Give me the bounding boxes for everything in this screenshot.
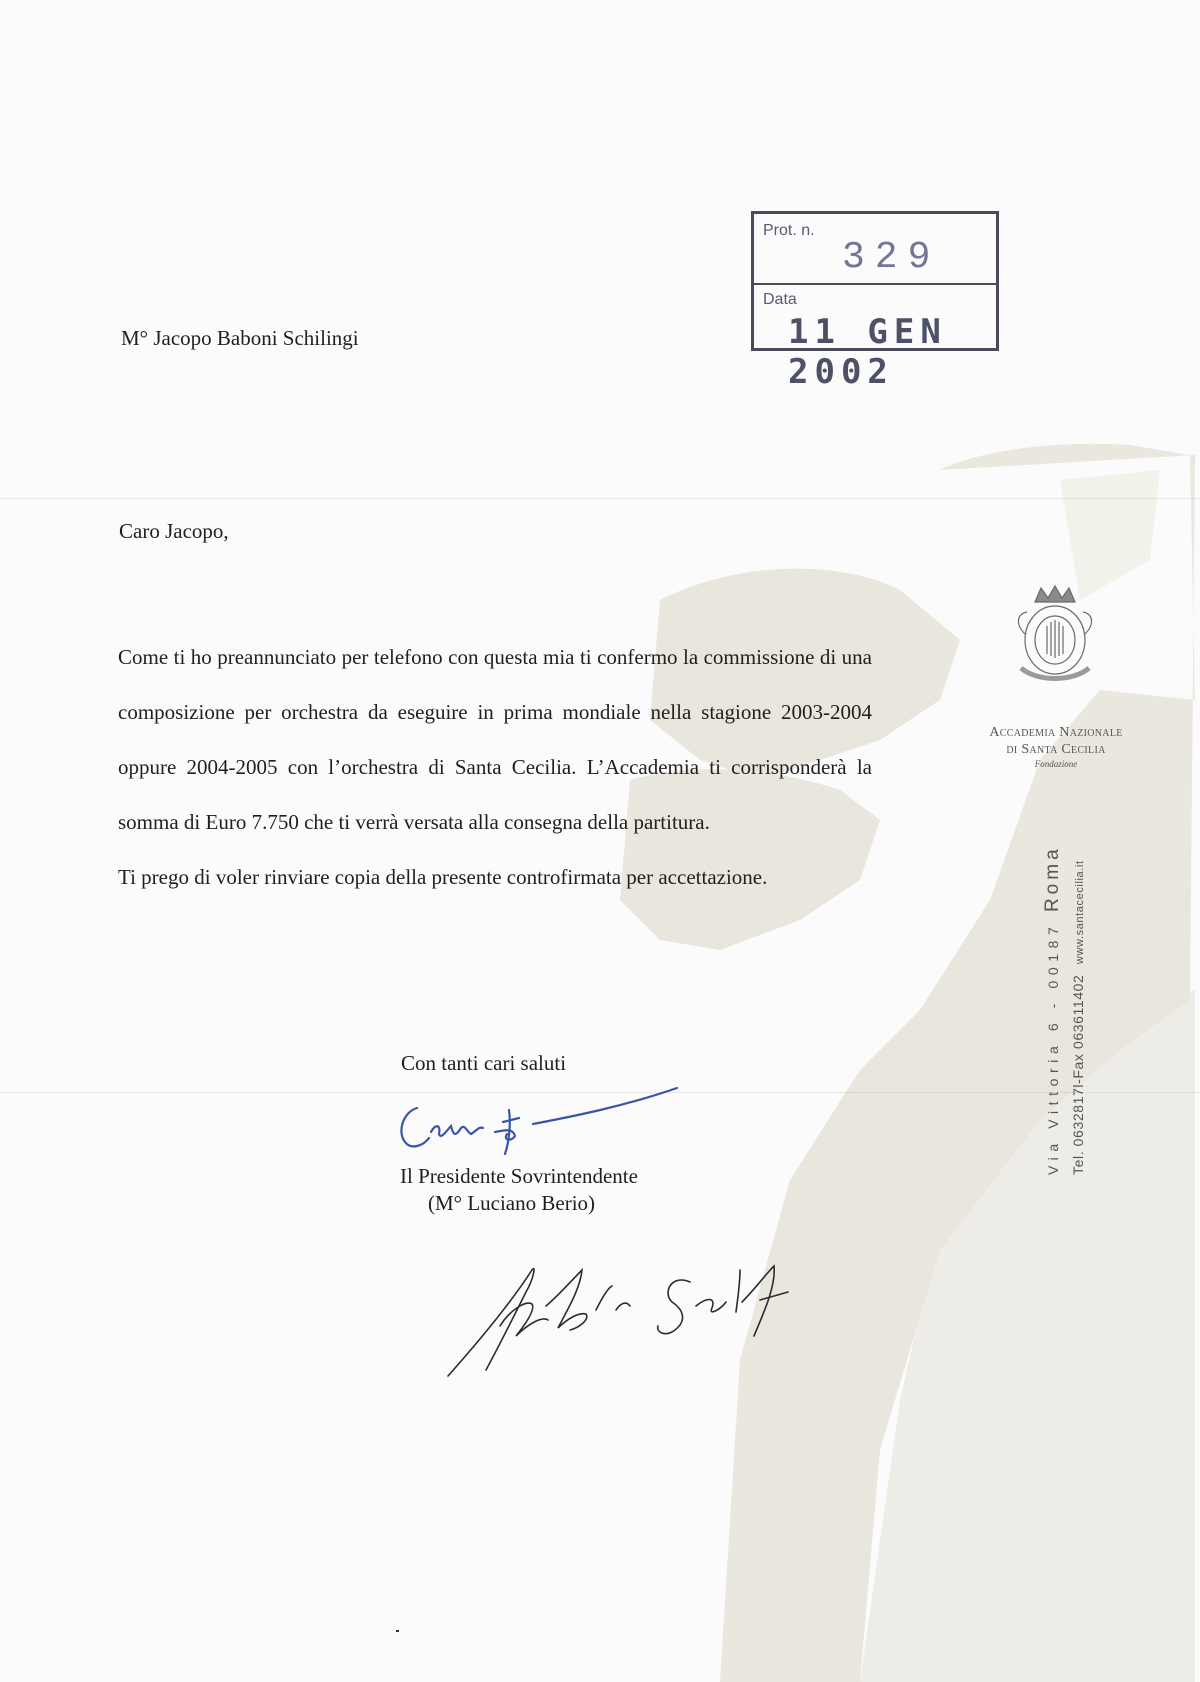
prot-label: Prot. n. xyxy=(763,222,815,239)
salutation: Caro Jacopo, xyxy=(119,519,229,543)
signer-name: (M° Luciano Berio) xyxy=(428,1191,596,1215)
date-label: Data xyxy=(763,291,797,308)
date-value: 11 GEN 2002 xyxy=(788,312,947,392)
org-line-1: Accademia Nazionale xyxy=(989,725,1123,740)
recipient: M° Jacopo Baboni Schilingi xyxy=(121,326,359,350)
signature-berio xyxy=(395,1080,695,1160)
closing: Con tanti cari saluti xyxy=(401,1051,567,1075)
org-line-3: Fondazione xyxy=(1034,759,1078,769)
contact-line xyxy=(1070,755,1086,1175)
address-line xyxy=(1042,755,1064,1175)
address-city: Roma xyxy=(1042,845,1063,913)
signature-recipient xyxy=(440,1240,840,1420)
crest-logo xyxy=(1013,584,1097,694)
stamp-divider xyxy=(754,283,996,285)
org-line-2: di Santa Cecilia xyxy=(1006,742,1106,757)
address-street: Via Vittoria 6 - 00187 xyxy=(1045,921,1061,1175)
phone-fax: Tel. 0632817l-Fax 063611402 xyxy=(1070,974,1086,1175)
website: www.santacecilia.it xyxy=(1074,860,1086,965)
signer-title: Il Presidente Sovrintendente xyxy=(400,1164,638,1188)
protocol-stamp xyxy=(751,211,999,392)
stray-mark xyxy=(396,1630,399,1632)
fold-line-top xyxy=(0,498,1200,499)
letterhead-address xyxy=(1042,755,1122,1175)
prot-number: 329 xyxy=(842,236,941,279)
body-request: Ti prego di voler rinviare copia della presente controfirmata per accettazione. xyxy=(118,865,768,889)
body-paragraph: Come ti ho preannunciato per telefono con questa mia ti confermo la commissione di una composizione per orchestra da eseguire in prima mondiale nella stagione 2003-2004 oppure 2004-2005 con l’orchestra di Santa Cecilia. L’Accademia ti corrisponderà la somma di Euro 7.750 che ti verrà versata alla consegna della partitura. xyxy=(118,645,872,834)
letter-body xyxy=(118,630,872,905)
